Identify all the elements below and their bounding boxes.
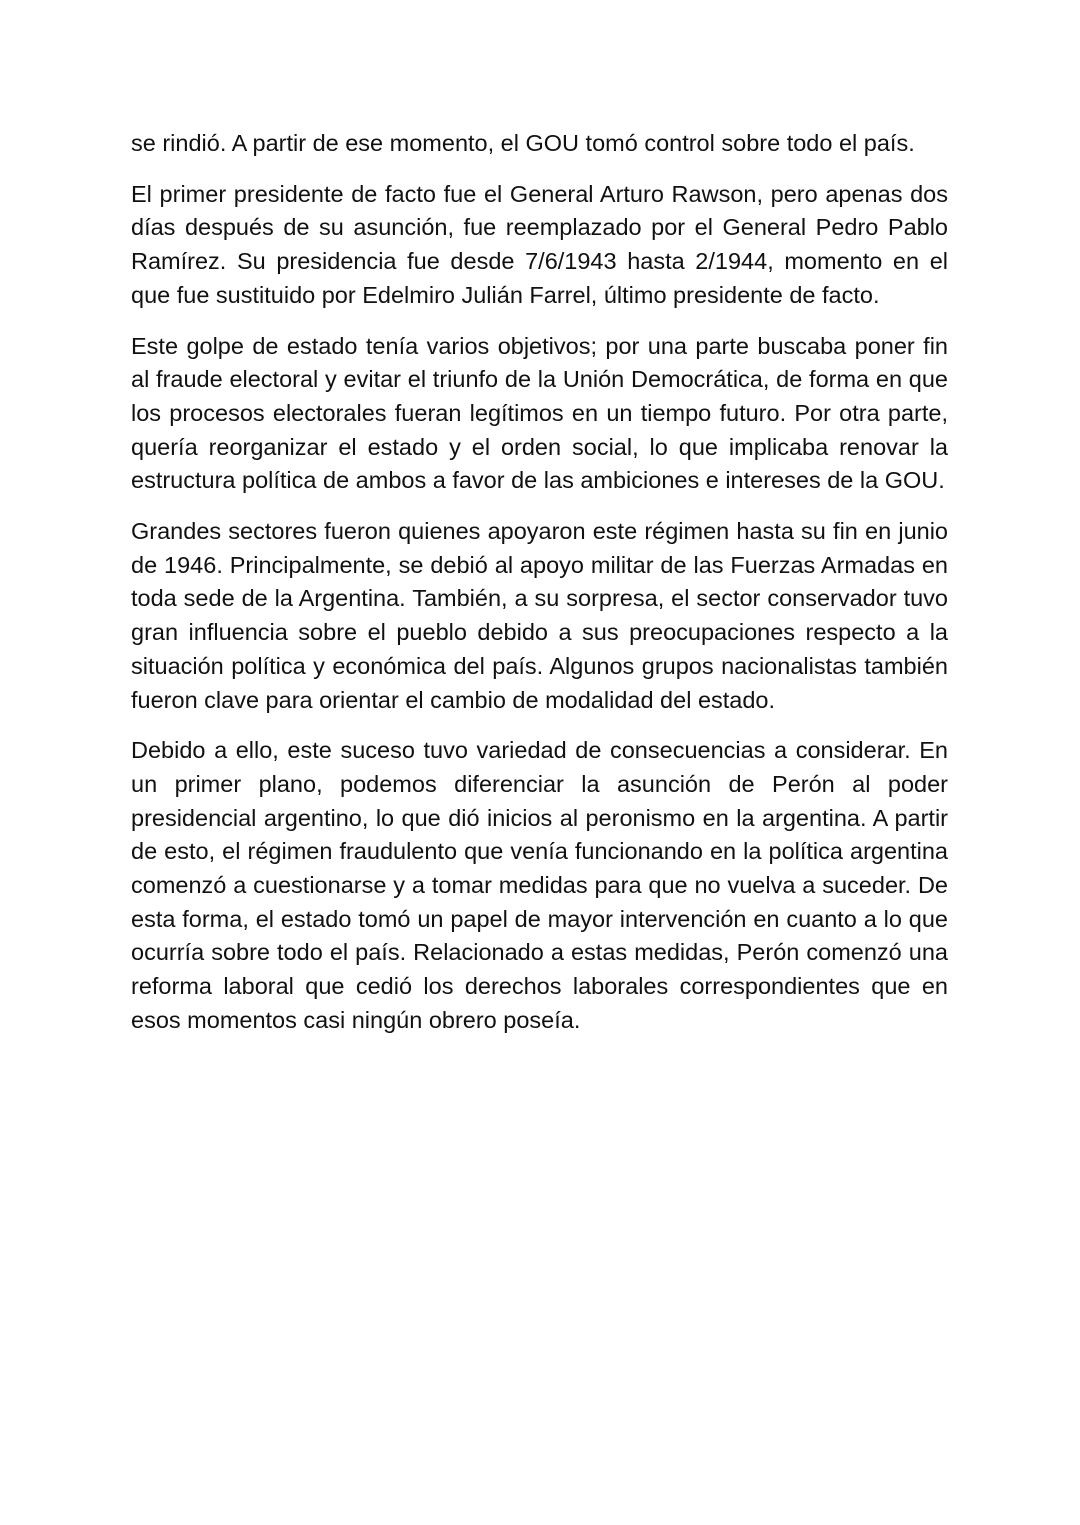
paragraph-3: Este golpe de estado tenía varios objetivos; por una parte buscaba poner fin al fraude electoral y evitar el triunfo de la Unión Democrática, de forma en que los procesos electorales fueran legítimos en un tiempo futuro. Por otra parte, quería reorganizar el estado y el orden social, lo que implicaba renovar la estructura política de ambos a favor de las ambiciones e intereses de la GOU.: [131, 332, 948, 494]
paragraph-1: se rindió. A partir de ese momento, el GOU tomó control sobre todo el país.: [131, 130, 915, 156]
document-body: [131, 127, 948, 1055]
paragraph-5: Debido a ello, este suceso tuvo variedad de consecuencias a considerar. En un primer plano, podemos diferenciar la asunción de Perón al poder presidencial argentino, lo que dió inicios al peronismo en la argentina. A partir de esto, el régimen fraudulento que venía funcionando en la política argentina comenzó a cuestionarse y a tomar medidas para que no vuelva a suceder. De esta forma, el estado tomó un papel de mayor intervención en cuanto a lo que ocurría sobre todo el país. Relacionado a estas medidas, Perón comenzó una reforma laboral que cedió los derechos laborales correspondientes que en esos momentos casi ningún obrero poseía.: [131, 737, 948, 1033]
paragraph-4: Grandes sectores fueron quienes apoyaron este régimen hasta su fin en junio de 1946. Principalmente, se debió al apoyo militar de las Fuerzas Armadas en toda sede de la Argentina. También, a su sorpresa, el sector conservador tuvo gran influencia sobre el pueblo debido a sus preocupaciones respecto a la situación política y económica del país. Algunos grupos nacionalistas también fueron clave para orientar el cambio de modalidad del estado.: [131, 518, 948, 713]
paragraph-2: El primer presidente de facto fue el General Arturo Rawson, pero apenas dos días después de su asunción, fue reemplazado por el General Pedro Pablo Ramírez. Su presidencia fue desde 7/6/1943 hasta 2/1944, momento en el que fue sustituido por Edelmiro Julián Farrel, último presidente de facto.: [131, 180, 948, 308]
